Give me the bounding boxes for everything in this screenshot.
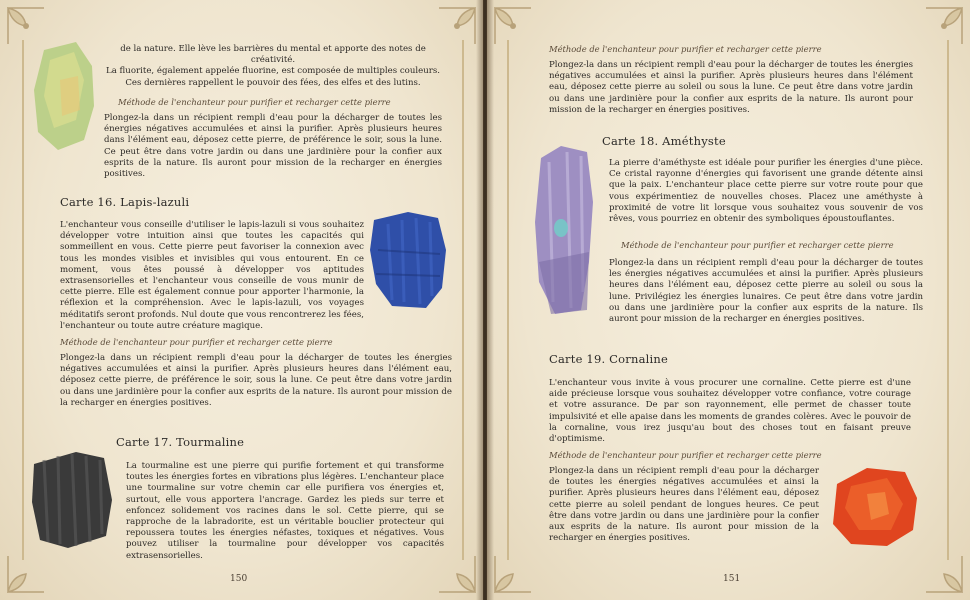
card-paragraph: La tourmaline est une pierre qui purifie fortement et qui transforme toutes les énergies fortes en vibrations plus légères. L'enchanteur place une tourmaline sur votre chemin car elle purifiera vos énergies et, surtout, elle vous apportera l'ancrage. Gardez les pieds sur terre et enfoncez solidement vos racines dans le sol. Cette pierre, qui se rapproche de la labradorite, est un véritable bouclier protecteur qui repoussera toutes les énergies néfastes, toxiques et négatives. Vous pouvez utiliser la tourmaline pour développer vos capacités extrasensorielles. [126,461,444,561]
card-paragraph: L'enchanteur vous conseille d'utiliser le lapis-lazuli si vous souhaitez développer votre intuition ainsi que toutes les capacités qui sommeillent en vous. Cette pierre peut favoriser la connexion avec tous les mondes visibles et invisibles qui vous entourent. En ce moment, vous êtes poussé à développer vos aptitudes extrasensorielles et l'enchanteur vous conseille de vous munir de cette pierre. Elle est également connue pour apporter l'harmonie, la réflexion et la compréhension. Avec le lapis-lazuli, vos voyages méditatifs seront profonds. Nul doute que vous rencontrerez les fées, l'enchanteur ou toute autre créature magique. [60,220,364,331]
method-title: Méthode de l'enchanteur pour purifier et recharger cette pierre [621,240,894,250]
card-18-text [609,158,923,225]
method-paragraph: Plongez-la dans un récipient rempli d'eau pour la décharger de toutes les énergies négatives accumulées et ainsi la purifier. Après plusieurs heures dans l'élément eau, déposez cette pierre, de préférence le soir, sous la lune. Ce peut être dans votre jardin ou dans une jardinière pour la confier aux esprits de la nature. Ils auront pour mission de la recharger en énergies positives. [104,113,442,180]
intro-line: La fluorite, également appelée fluorine, est composée de multiples couleurs. [106,66,440,77]
ornament-icon [920,550,966,596]
card-19-title: Carte 19. Cornaline [549,352,669,366]
method-text [60,353,452,409]
method-title: Méthode de l'enchanteur pour purifier et recharger cette pierre [549,44,822,54]
cornaline-stone-image [827,464,921,550]
right-page [487,0,970,600]
intro-line: Ces dernières rappellent le pouvoir des fées, des elfes et des lutins. [125,77,421,88]
card-19-text [549,378,911,445]
book-gutter [476,0,494,600]
page-frame-right [462,40,464,560]
method-paragraph: Plongez-la dans un récipient rempli d'eau pour la décharger de toutes les énergies négatives accumulées et ainsi la purifier. Après plusieurs heures dans l'élément eau, déposez cette pierre au soleil pendant de longues heures. Ce peut être dans votre jardin ou dans une jardinière pour la confier aux esprits de la nature. Ils auront pour mission de la recharger en énergies positives. [549,466,819,544]
method-text [609,258,923,325]
ornament-icon [491,550,537,596]
page-frame-left [22,40,24,560]
method-text [104,113,442,180]
intro-text [102,44,444,89]
method-title: Méthode de l'enchanteur pour purifier et recharger cette pierre [60,337,333,347]
ornament-icon [491,4,537,50]
card-16-text [60,220,364,332]
card-paragraph: La pierre d'améthyste est idéale pour purifier les énergies d'une pièce. Ce cristal rayonne d'énergies qui favorisent une grande détente ainsi que la paix. L'enchanteur place cette pierre sur votre route pour que vous expérimentiez de nouvelles choses. Placez une améthyste à proximité de votre lit lorsque vous souhaitez vous souvenir de vos rêves, vous pourriez en obtenir des symboliques époustouflantes. [609,158,923,225]
method-text [549,466,819,544]
page-number: 151 [723,574,741,584]
card-17-text [126,461,444,562]
intro-line: de la nature. Elle lève les barrières du mental et apporte des notes de créativité. [120,44,426,66]
left-page [0,0,483,600]
method-paragraph: Plongez-la dans un récipient rempli d'eau pour la décharger de toutes les énergies négatives accumulées et ainsi la purifier. Après plusieurs heures dans l'élément eau, déposez cette pierre au soleil ou sous la lune. Ce peut être dans votre jardin ou dans une jardinière pour la confier aux esprits de la nature. Ils auront pour mission de la recharger en énergies positives. [549,60,913,115]
card-18-title: Carte 18. Améthyste [602,134,726,148]
card-paragraph: L'enchanteur vous invite à vous procurer une cornaline. Cette pierre est d'une aide précieuse lorsque vous souhaitez développer votre confiance, votre courage et votre assurance. De par son rayonnement, elle permet de chasser toute impulsivité et elle apaise dans les moments de grandes colères. Avec le pouvoir de la cornaline, vous irez jusqu'au bout des choses tout en faisant preuve d'optimisme. [549,378,911,445]
fluorite-stone-image [30,40,98,152]
page-frame-right [947,40,949,560]
method-paragraph: Plongez-la dans un récipient rempli d'eau pour la décharger de toutes les énergies négatives accumulées et ainsi la purifier. Après plusieurs heures dans l'élément eau, déposez cette pierre au soleil ou sous la lune. Privilégiez les énergies lunaires. Ce peut être dans votre jardin ou dans une jardinière pour la confier aux esprits de la nature. Ils auront pour mission de la recharger en énergies positives. [609,258,923,325]
method-title: Méthode de l'enchanteur pour purifier et recharger cette pierre [118,97,391,107]
method-paragraph: Plongez-la dans un récipient rempli d'eau pour la décharger de toutes les énergies négatives accumulées et ainsi la purifier. Après plusieurs heures dans l'élément eau, déposez cette pierre, de préférence le soir, sous la lune. Ce peut être dans votre jardin ou dans une jardinière pour la confier aux esprits de la nature. Ils auront pour mission de la recharger en énergies positives. [60,353,452,408]
tourmaline-stone-image [30,450,116,550]
amethyst-stone-image [531,142,597,318]
lapis-lazuli-stone-image [368,210,450,312]
ornament-icon [920,4,966,50]
page-frame-left [507,40,509,560]
method-text [549,60,913,116]
method-title: Méthode de l'enchanteur pour purifier et recharger cette pierre [549,450,822,460]
page-number: 150 [230,574,248,584]
card-16-title: Carte 16. Lapis-lazuli [60,195,190,209]
ornament-icon [4,550,50,596]
card-17-title: Carte 17. Tourmaline [116,435,245,449]
